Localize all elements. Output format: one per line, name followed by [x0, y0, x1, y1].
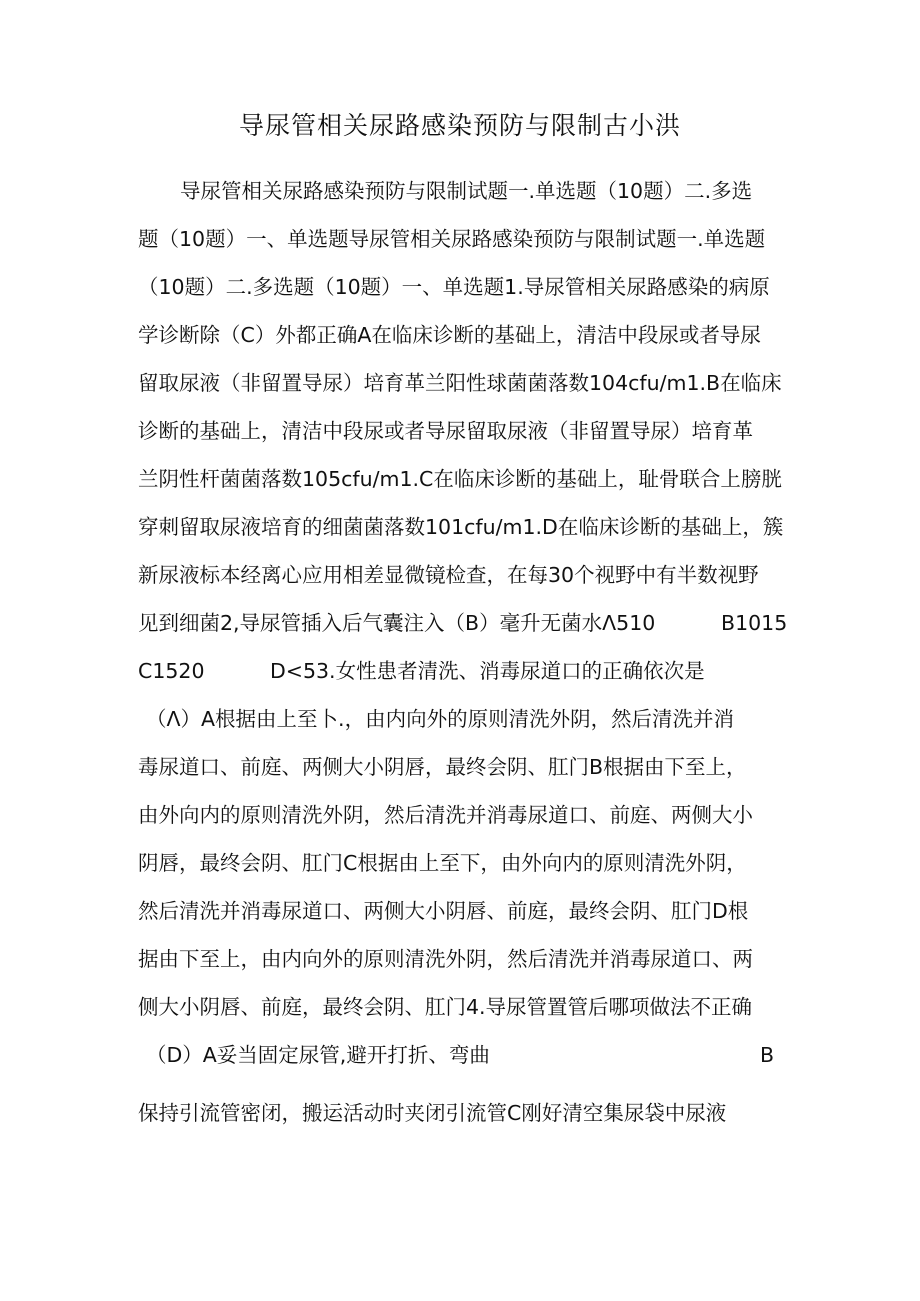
text-line: 由外向内的原则清洗外阴，然后清洗并消毒尿道口、前庭、两侧大小 — [138, 803, 753, 827]
text-line: 导尿管相关尿路感染预防与限制试题一.单选题（10题）二.多选 — [180, 179, 753, 203]
text-line: （10题）二.多选题（10题）一、单选题1.导尿管相关尿路感染的病原 — [138, 275, 770, 299]
text-line: 诊断的基础上，清洁中段尿或者导尿留取尿液（非留置导尿）培育革 — [138, 419, 753, 443]
text-segment: D<53.女性患者清洗、消毒尿道口的正确依次是 — [270, 659, 705, 683]
text-line: 保持引流管密闭，搬运活动时夹闭引流管C刚好清空集尿袋中尿液 — [138, 1101, 727, 1125]
text-line: 学诊断除（C）外都正确A在临床诊断的基础上，清洁中段尿或者导尿 — [138, 323, 761, 347]
text-segment: （D）A妥当固定尿管,避开打折、弯曲 — [146, 1043, 490, 1067]
text-line: 据由下至上，由内向外的原则清洗外阴，然后清洗并消毒尿道口、两 — [138, 947, 753, 971]
text-segment: 见到细菌2,导尿管插入后气囊注入（B）毫升无菌水Λ510 — [138, 611, 656, 635]
text-line: 题（10题）一、单选题导尿管相关尿路感染预防与限制试题一.单选题 — [138, 227, 766, 251]
document-title: 导尿管相关尿路感染预防与限制古小洪 — [238, 111, 681, 140]
text-segment: B1015 — [721, 611, 788, 635]
text-line: 留取尿液（非留置导尿）培育革兰阳性球菌菌落数104cfu/m1.B在临床 — [138, 371, 782, 395]
text-line: 穿刺留取尿液培育的细菌菌落数101cfu/m1.D在临床诊断的基础上，簇 — [138, 515, 784, 539]
text-segment: C1520 — [138, 659, 205, 683]
text-line: 新尿液标本经离心应用相差显微镜检查，在每30个视野中有半数视野 — [138, 563, 759, 587]
text-line: 阴唇，最终会阴、肛门C根据由上至下，由外向内的原则清洗外阴， — [138, 851, 747, 875]
text-line: 然后清洗并消毒尿道口、两侧大小阴唇、前庭，最终会阴、肛门D根 — [138, 899, 749, 923]
text-line: （Λ）A根据由上至卜.，由内向外的原则清洗外阴，然后清洗并消 — [146, 707, 735, 731]
text-line: 毒尿道口、前庭、两侧大小阴唇，最终会阴、肛门B根据由下至上， — [138, 755, 747, 779]
text-segment: B — [760, 1043, 775, 1067]
text-line: 侧大小阴唇、前庭，最终会阴、肛门4.导尿管置管后哪项做法不正确 — [138, 995, 753, 1019]
text-line: 兰阴性杆菌菌落数105cfu/m1.C在临床诊断的基础上，耻骨联合上膀胱 — [138, 467, 782, 491]
